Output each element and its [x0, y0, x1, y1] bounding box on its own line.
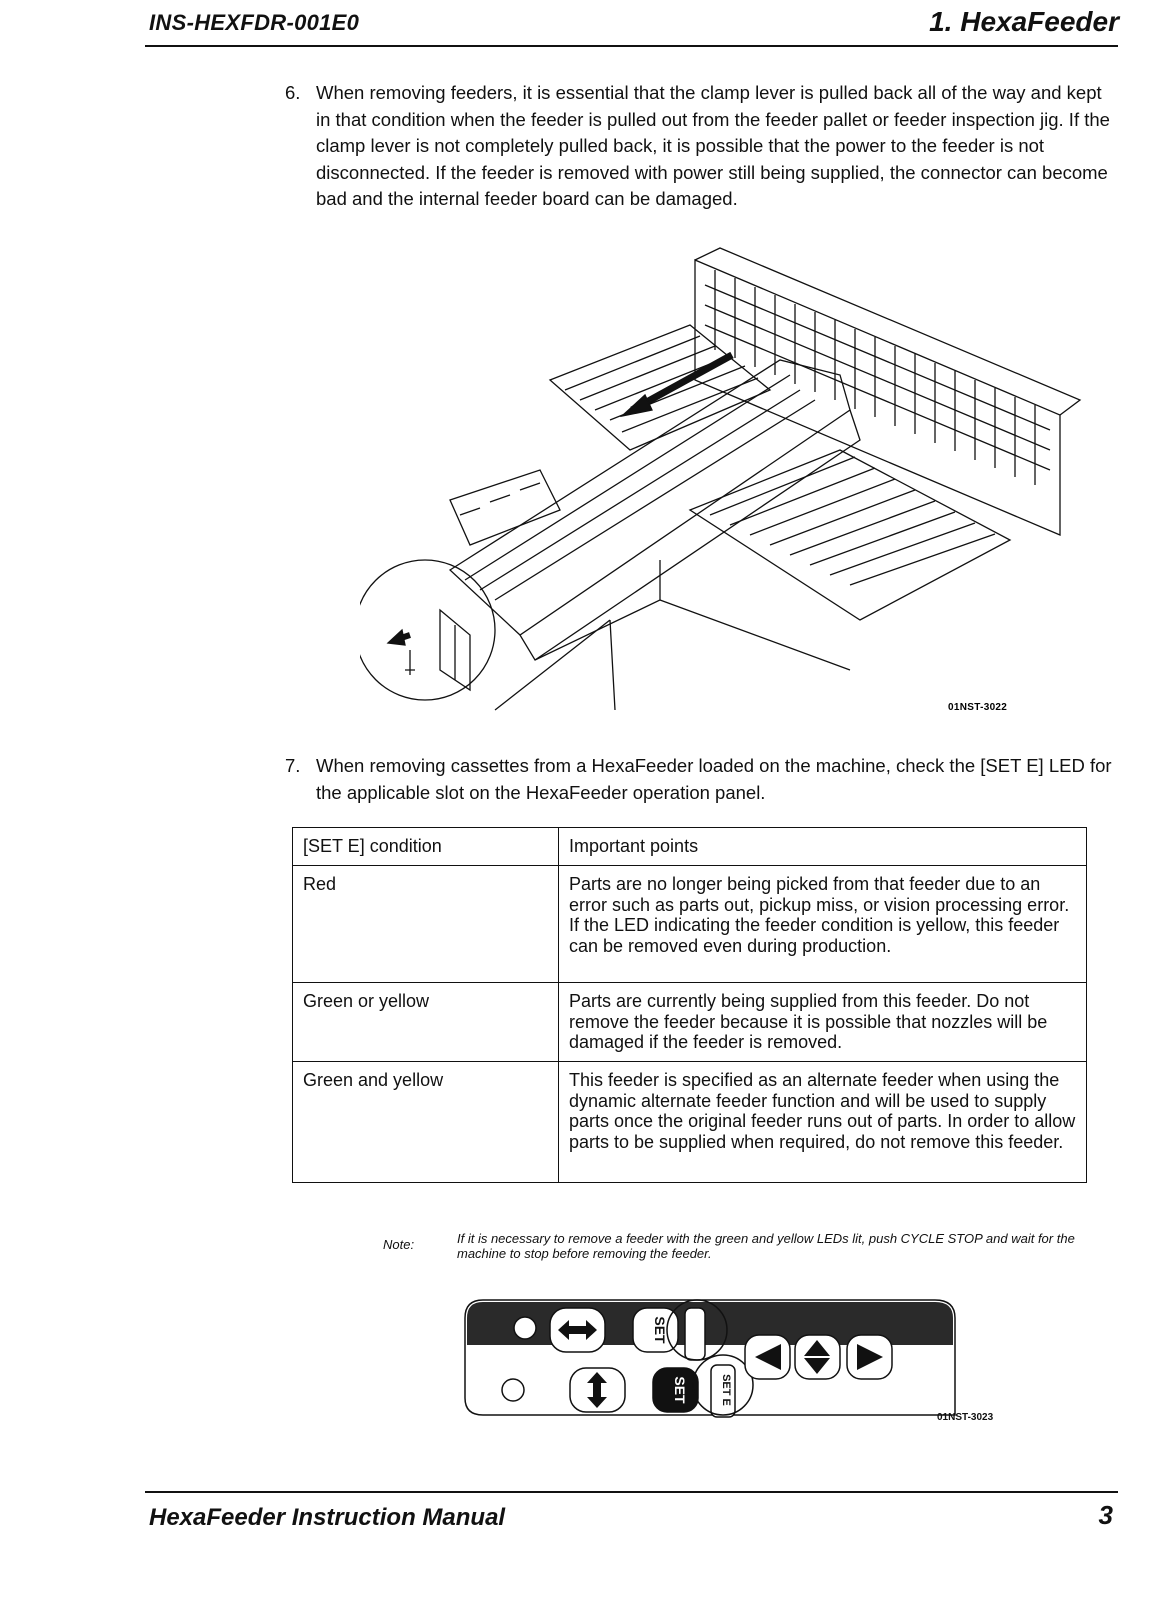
set-button-label-dark: SET	[672, 1376, 688, 1404]
section-title: 1. HexaFeeder	[929, 6, 1119, 37]
set-e-label: SET E	[720, 1374, 732, 1406]
feeder-handle-block	[450, 470, 560, 545]
table-row	[293, 1062, 1087, 1183]
item-text: When removing feeders, it is essential that the clamp lever is pulled back all of the way and kept in that condition when the feeder is pulled out from the feeder pallet or feeder inspection jig. If the clamp lever is not completely pulled back, it is possible that the power to the feeder is not disconnected. If the feeder is removed with power still being supplied, the connector can become bad and the internal feeder board can be damaged.	[316, 82, 1110, 209]
column-header-condition: [SET E] condition	[293, 828, 559, 866]
detail-circle	[360, 560, 495, 700]
points-cell: Parts are currently being supplied from this feeder. Do not remove the feeder because it is possible that nozzles will be damaged if the feeder is removed.	[559, 983, 1087, 1062]
footer-rule	[145, 1491, 1118, 1493]
table-row	[293, 866, 1087, 983]
led-bottom	[502, 1379, 524, 1401]
list-item-6	[285, 80, 1115, 213]
header-rule	[145, 45, 1118, 47]
points-cell: Parts are no longer being picked from that feeder due to an error such as parts out, pickup miss, or vision processing error. If the LED indicating the feeder condition is yellow, this feeder can be removed even during production.	[559, 866, 1087, 983]
figure-1-label: 01NST-3022	[948, 702, 1008, 713]
points-cell: This feeder is specified as an alternate feeder when using the dynamic alternate feeder function and will be used to supply parts once the original feeder runs out of parts. In order to allow parts to be supplied when required, do not remove this feeder.	[559, 1062, 1087, 1183]
document-id: INS-HEXFDR-001E0	[149, 10, 360, 35]
feeder-removal-illustration	[360, 240, 1100, 750]
condition-cell: Green or yellow	[293, 983, 559, 1062]
figure-2-label: 01NST-3023	[937, 1412, 994, 1423]
set-button-label: SET	[652, 1316, 668, 1344]
right-tray	[690, 450, 1010, 620]
page-number: 3	[1098, 1500, 1113, 1530]
operation-panel-illustration	[455, 1290, 1065, 1430]
item-number: 6.	[285, 82, 301, 103]
note-text: If it is necessary to remove a feeder with the green and yellow LEDs lit, push CYCLE STOP and wait for the machine to stop before removing the feeder.	[457, 1231, 1075, 1261]
table-row	[293, 983, 1087, 1062]
column-header-points: Important points	[559, 828, 1087, 866]
note-label: Note:	[383, 1237, 415, 1252]
rack-slots	[715, 270, 1035, 485]
led-top	[514, 1317, 536, 1339]
table-header-row	[293, 828, 1087, 866]
manual-title: HexaFeeder Instruction Manual	[149, 1504, 506, 1531]
set-e-condition-table	[292, 827, 1087, 1183]
condition-cell: Red	[293, 866, 559, 983]
set-e-led-top	[685, 1308, 705, 1360]
item-text: When removing cassettes from a HexaFeeder loaded on the machine, check the [SET E] LED for the applicable slot on the HexaFeeder operation panel.	[316, 755, 1112, 803]
condition-cell: Green and yellow	[293, 1062, 559, 1183]
item-number: 7.	[285, 755, 301, 776]
list-item-7	[285, 753, 1115, 806]
